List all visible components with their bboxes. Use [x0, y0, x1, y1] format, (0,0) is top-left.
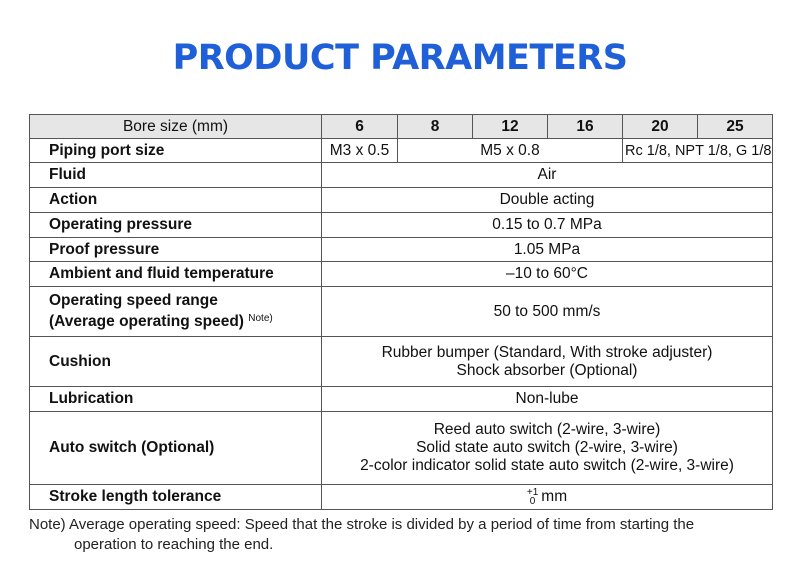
auto-switch-value — [322, 412, 773, 485]
bore-size-20: 20 — [623, 115, 698, 139]
row-label-action: Action — [30, 188, 322, 213]
table-row — [30, 287, 773, 337]
tolerance-lower: 0 — [529, 495, 536, 507]
footnote-line2: operation to reaching the end. — [74, 536, 274, 553]
cushion-value — [322, 337, 773, 387]
row-label-operating-pressure: Operating pressure — [30, 213, 322, 238]
stroke-value — [322, 485, 773, 510]
table-row — [30, 188, 773, 213]
proof-pressure-value: 1.05 MPa — [322, 238, 773, 262]
row-label-fluid: Fluid — [30, 163, 322, 188]
temperature-value: –10 to 60°C — [322, 262, 773, 287]
table-row — [30, 238, 773, 262]
stroke-tolerance — [527, 488, 538, 506]
cushion-line1: Rubber bumper (Standard, With stroke adjuster) — [381, 343, 713, 361]
cushion-line2: Shock absorber (Optional) — [456, 361, 638, 379]
fluid-value: Air — [322, 163, 773, 188]
table-row — [30, 337, 773, 387]
lubrication-value: Non-lube — [322, 387, 773, 412]
footnote-line1: Note) Average operating speed: Speed that the stroke is divided by a period of time from starting the — [29, 516, 695, 533]
action-value: Double acting — [322, 188, 773, 213]
operating-pressure-value: 0.15 to 0.7 MPa — [322, 213, 773, 238]
auto-switch-line3: 2-color indicator solid state auto switch (2-wire, 3-wire) — [360, 457, 734, 474]
speed-value: 50 to 500 mm/s — [322, 287, 773, 337]
table-row — [30, 412, 773, 485]
auto-switch-line1: Reed auto switch (2-wire, 3-wire) — [433, 421, 661, 438]
speed-label-line1: Operating speed range — [49, 292, 218, 309]
page-title: PRODUCT PARAMETERS — [172, 38, 628, 78]
row-label-auto-switch: Auto switch (Optional) — [30, 412, 322, 485]
table-row — [30, 139, 773, 163]
piping-value-8-16: M5 x 0.8 — [398, 139, 623, 163]
auto-switch-line2: Solid state auto switch (2-wire, 3-wire) — [416, 439, 678, 456]
table-row — [30, 262, 773, 287]
row-label-cushion: Cushion — [30, 337, 322, 387]
row-label-speed — [30, 287, 322, 337]
footnote — [29, 515, 774, 555]
table-row — [30, 213, 773, 238]
table-row — [30, 387, 773, 412]
bore-size-label: Bore size (mm) — [30, 115, 322, 139]
bore-size-12: 12 — [473, 115, 548, 139]
speed-note-marker: Note) — [248, 313, 273, 324]
header-row — [30, 115, 773, 139]
row-label-stroke: Stroke length tolerance — [30, 485, 322, 510]
spec-table — [29, 114, 773, 510]
bore-size-6: 6 — [322, 115, 398, 139]
row-label-piping: Piping port size — [30, 139, 322, 163]
table-row — [30, 485, 773, 510]
piping-value-6: M3 x 0.5 — [322, 139, 398, 163]
table-row — [30, 163, 773, 188]
row-label-temperature: Ambient and fluid temperature — [30, 262, 322, 287]
stroke-unit: mm — [541, 488, 568, 506]
tolerance-upper: +1 — [526, 486, 539, 498]
speed-label-line2: (Average operating speed) — [49, 313, 244, 330]
bore-size-25: 25 — [698, 115, 773, 139]
row-label-proof-pressure: Proof pressure — [30, 238, 322, 262]
bore-size-16: 16 — [548, 115, 623, 139]
row-label-lubrication: Lubrication — [30, 387, 322, 412]
bore-size-8: 8 — [398, 115, 473, 139]
piping-value-20-25: Rc 1/8, NPT 1/8, G 1/8 — [623, 139, 773, 163]
